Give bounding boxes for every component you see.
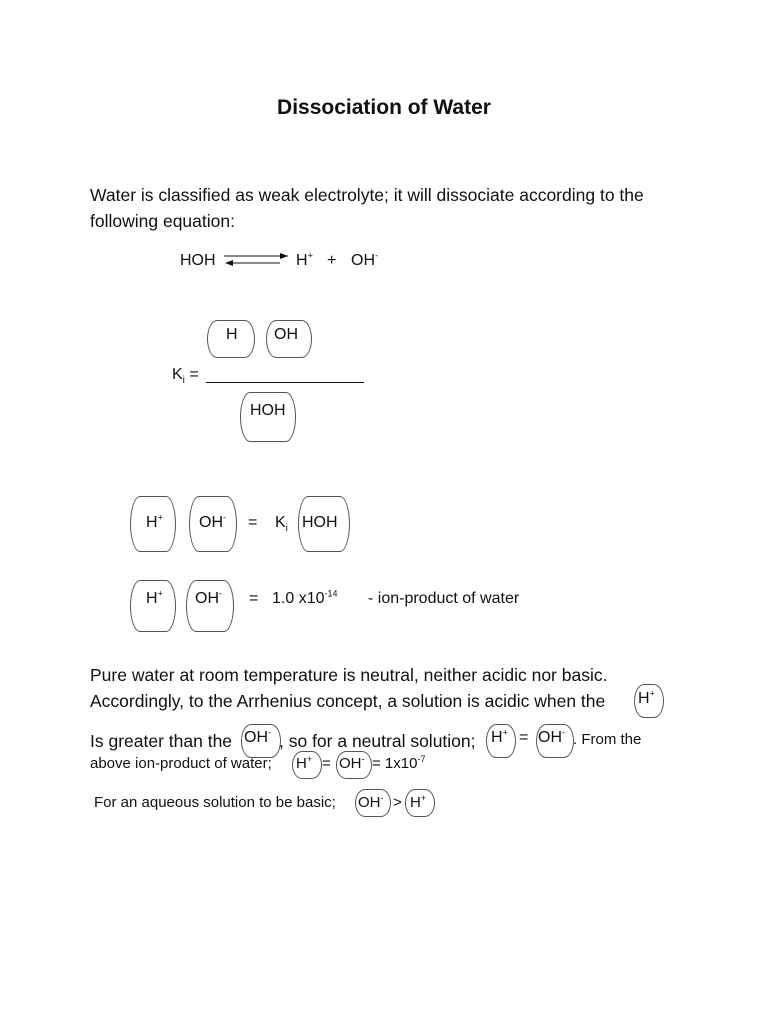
basic-gt: > [393, 794, 402, 811]
para2-line4-equals: = [322, 755, 331, 772]
para2-line4-start: above ion-product of water; [90, 755, 272, 772]
eq1-ki: $K_i$ [275, 514, 288, 535]
eq1-hoh: HOH [302, 514, 338, 531]
equation-reactant: HOH [180, 252, 216, 269]
para2-line3-start: Is greater than the [90, 731, 233, 751]
fraction-bar [206, 382, 364, 383]
para2-line4-oh-ion: OH- [339, 754, 365, 772]
equation-plus: + [327, 252, 337, 269]
intro-line-1: Water is classified as weak electrolyte; it will dissociate according to the [90, 185, 644, 205]
eq1-oh-ion: OH- [199, 512, 226, 531]
page-title: Dissociation of Water [277, 96, 491, 119]
para2-line4-value: = $1x10^{-7}$ [372, 754, 426, 772]
equilibrium-arrows-icon [222, 252, 292, 268]
para2-line-2: Accordingly, to the Arrhenius concept, a solution is acidic when the [90, 691, 606, 711]
ki-denominator: HOH [250, 402, 286, 419]
eq2-value: 1.0 $x10^{-14}$ [272, 588, 338, 607]
equation-oh-ion: OH- [351, 250, 378, 269]
eq2-equals: = [249, 590, 259, 607]
ki-label: $K_i$ = [172, 366, 199, 387]
para2-line3-mid: , so for a neutral solution; [279, 731, 476, 751]
eq1-h-ion: H+ [146, 512, 163, 531]
basic-oh-ion: OH- [358, 793, 384, 811]
ki-numerator-oh: OH [274, 326, 298, 343]
basic-text: For an aqueous solution to be basic; [94, 794, 336, 811]
para2-h-ion: H+ [638, 688, 655, 707]
basic-h-ion: H+ [410, 793, 427, 811]
equation-h-ion: H+ [296, 250, 313, 269]
eq2-h-ion: H+ [146, 588, 163, 607]
eq1-equals: = [248, 514, 258, 531]
eq2-note: - ion-product of water [368, 590, 520, 607]
eq2-oh-ion: OH- [195, 588, 222, 607]
para2-line-1: Pure water at room temperature is neutral, neither acidic nor basic. [90, 665, 608, 685]
para2-line4-h-ion: H+ [296, 754, 313, 772]
para2-h-ion-2: H+ [491, 727, 508, 746]
ki-numerator-h: H [226, 326, 238, 343]
para2-line3-end: . From the [573, 731, 642, 748]
para2-oh-ion-2: OH- [538, 727, 565, 746]
para2-oh-ion: OH- [244, 727, 271, 746]
intro-line-2: following equation: [90, 211, 235, 231]
para2-equals: = [519, 729, 529, 746]
